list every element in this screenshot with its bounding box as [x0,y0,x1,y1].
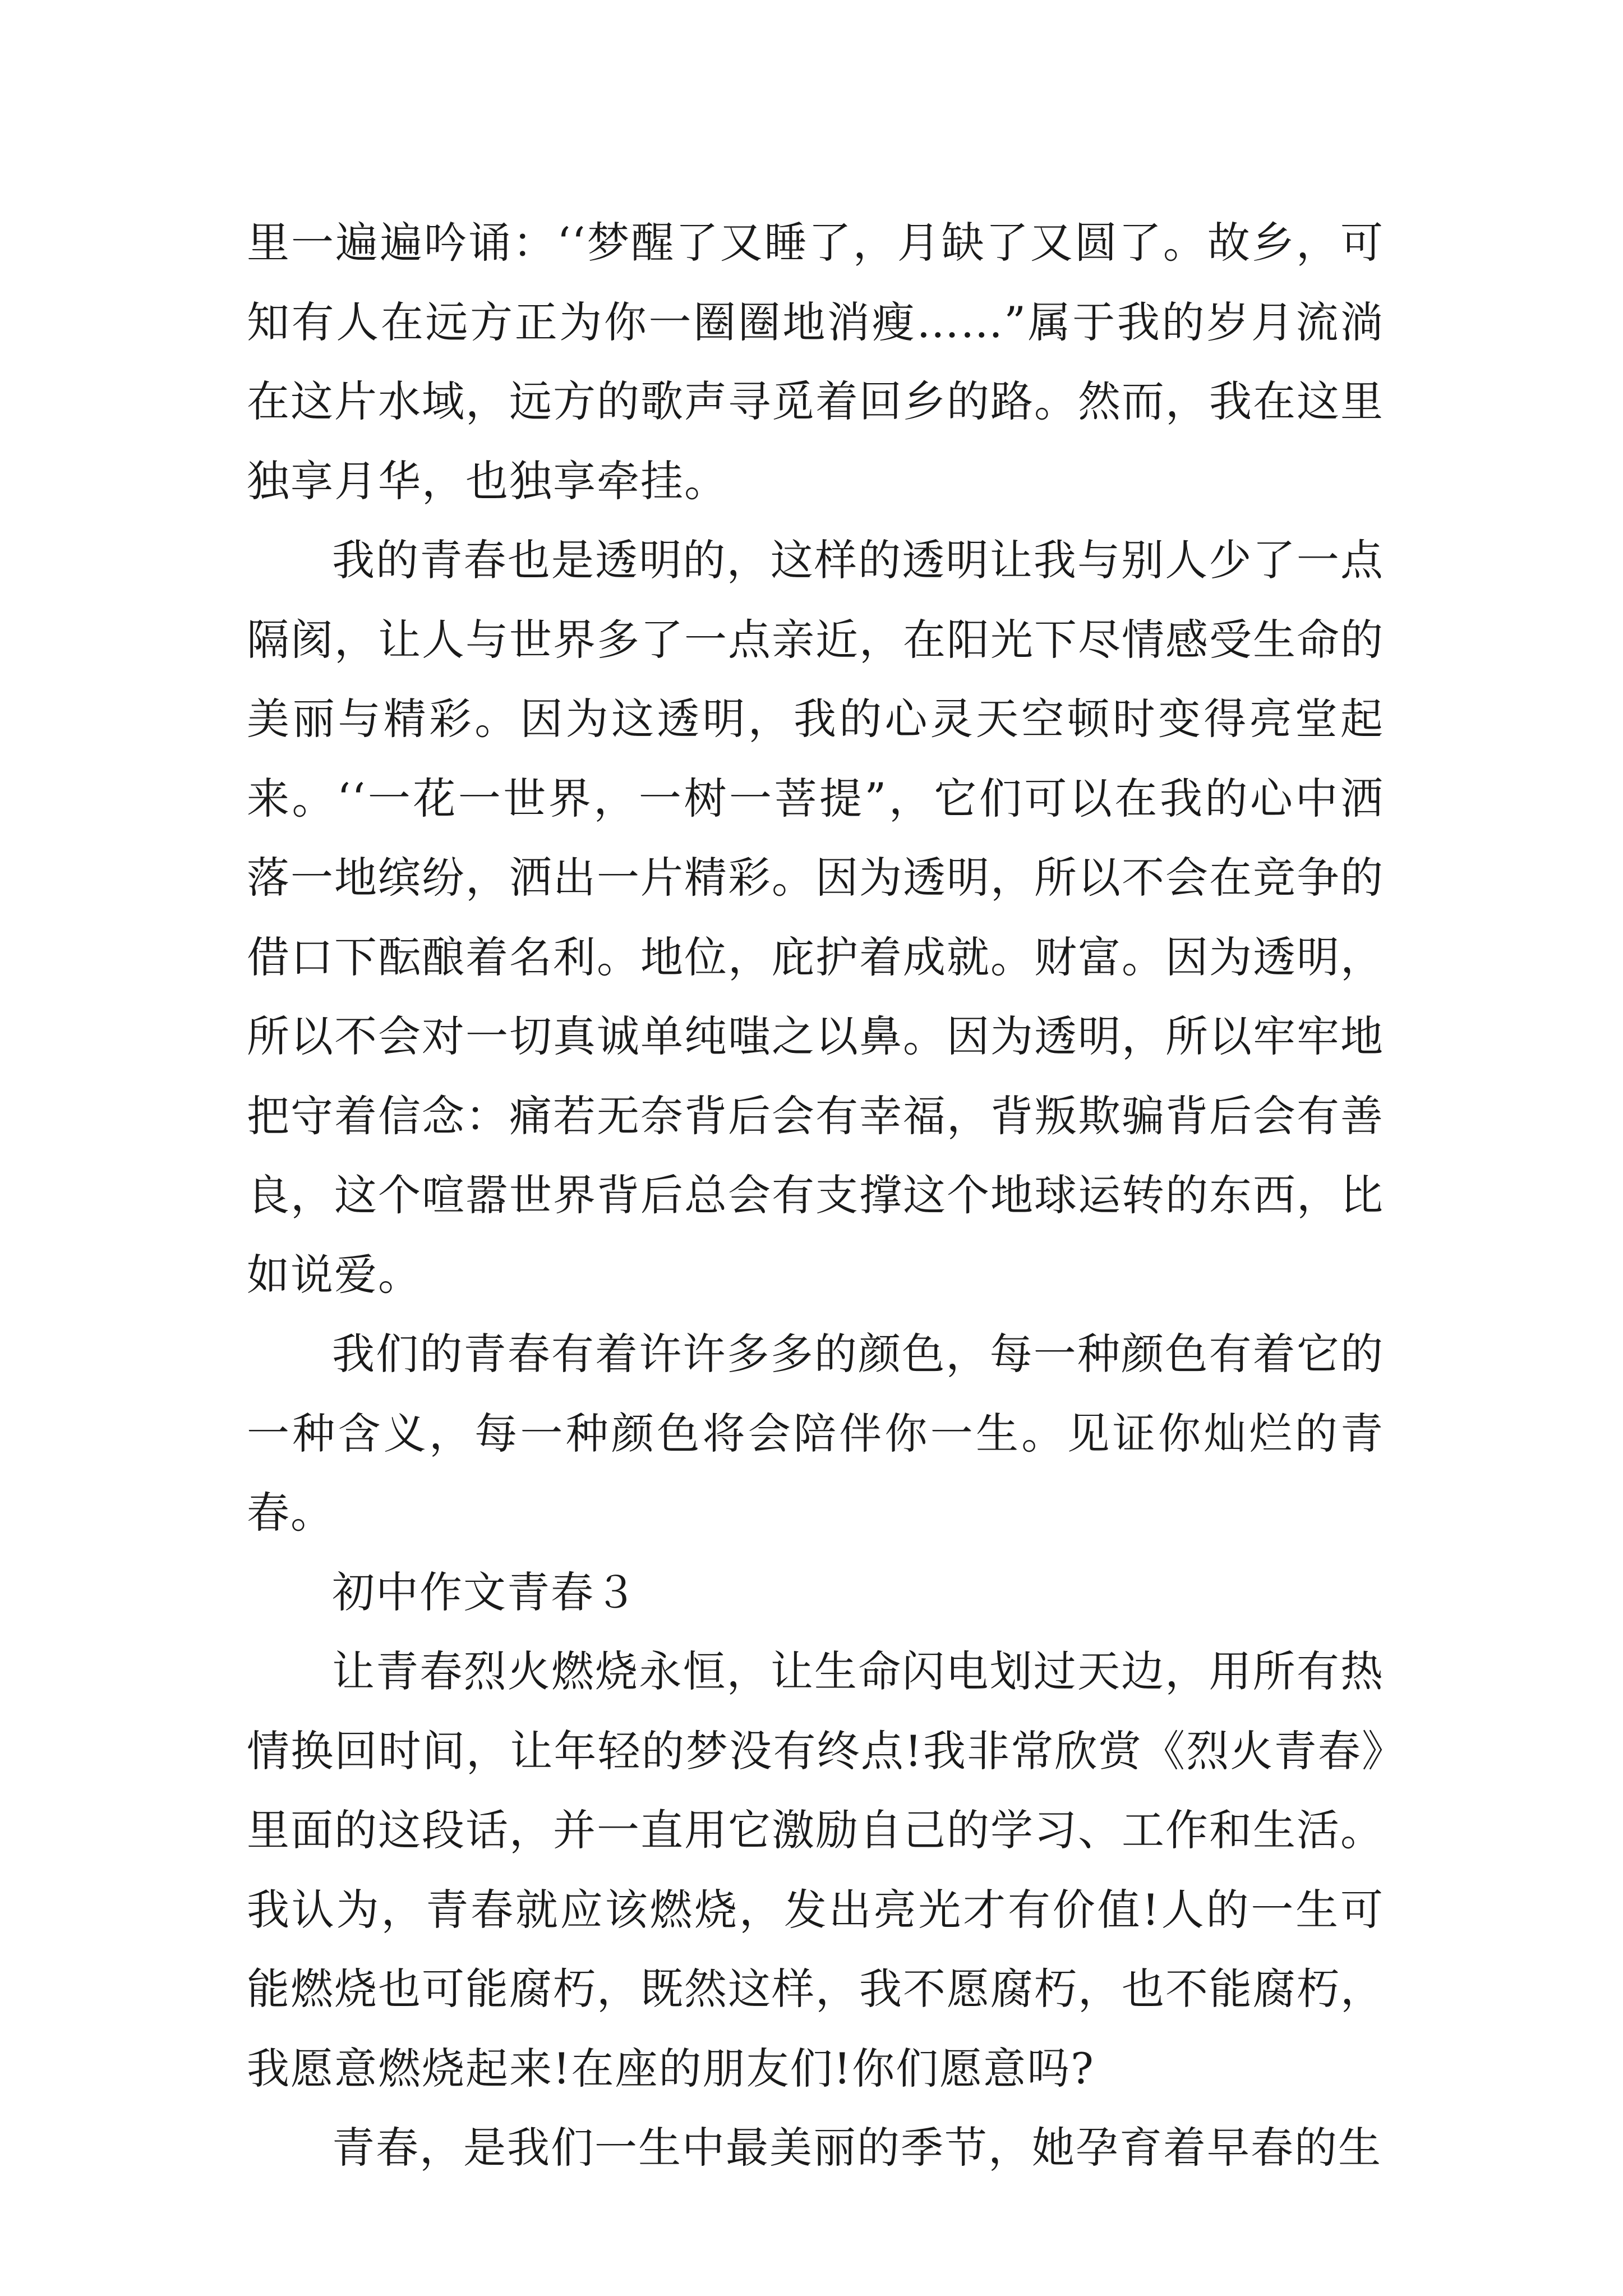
paragraph-4: 让青春烈火燃烧永恒，让生命闪电划过天边，用所有热情换回时间，让年轻的梦没有终点!我非常欣赏《烈火青春》里面的这段话，并一直用它激励自己的学习、工作和生活。我认为，青春就应该燃烧，发出亮光才有价值!人的一生可能燃烧也可能腐朽，既然这样，我不愿腐朽，也不能腐朽，我愿意燃烧起来!在座的朋友们!你们愿意吗? [247,1646,1384,2093]
paragraph-1: 里一遍遍吟诵：‘‘梦醒了又睡了，月缺了又圆了。故乡，可知有人在远方正为你一圈圈地消瘦……”属于我的岁月流淌在这片水域，远方的歌声寻觅着回乡的路。然而，我在这里独享月华，也独享牵挂。 [247,218,1384,506]
paragraph-2: 我的青春也是透明的，这样的透明让我与别人少了一点隔阂，让人与世界多了一点亲近，在阳光下尽情感受生命的美丽与精彩。因为这透明，我的心灵天空顿时变得亮堂起来。‘‘一花一世界，一树一菩提”，它们可以在我的心中洒落一地缤纷，洒出一片精彩。因为透明，所以不会在竞争的借口下酝酿着名利。地位，庇护着成就。财富。因为透明，所以不会对一切真诚单纯嗤之以鼻。因为透明，所以牢牢地把守着信念：痛若无奈背后会有幸福，背叛欺骗背后会有善良，这个喧嚣世界背后总会有支撑这个地球运转的东西，比如说爱。 [247,535,1384,1300]
body-text [247,203,1384,2188]
paragraph-5: 青春，是我们一生中最美丽的季节，她孕育着早春的生 [332,2123,1382,2173]
paragraph-3: 我们的青春有着许许多多的颜色，每一种颜色有着它的一种含义，每一种颜色将会陪伴你一生。见证你灿烂的青春。 [247,1329,1384,1538]
section-heading: 初中作文青春３ [332,1567,638,1617]
